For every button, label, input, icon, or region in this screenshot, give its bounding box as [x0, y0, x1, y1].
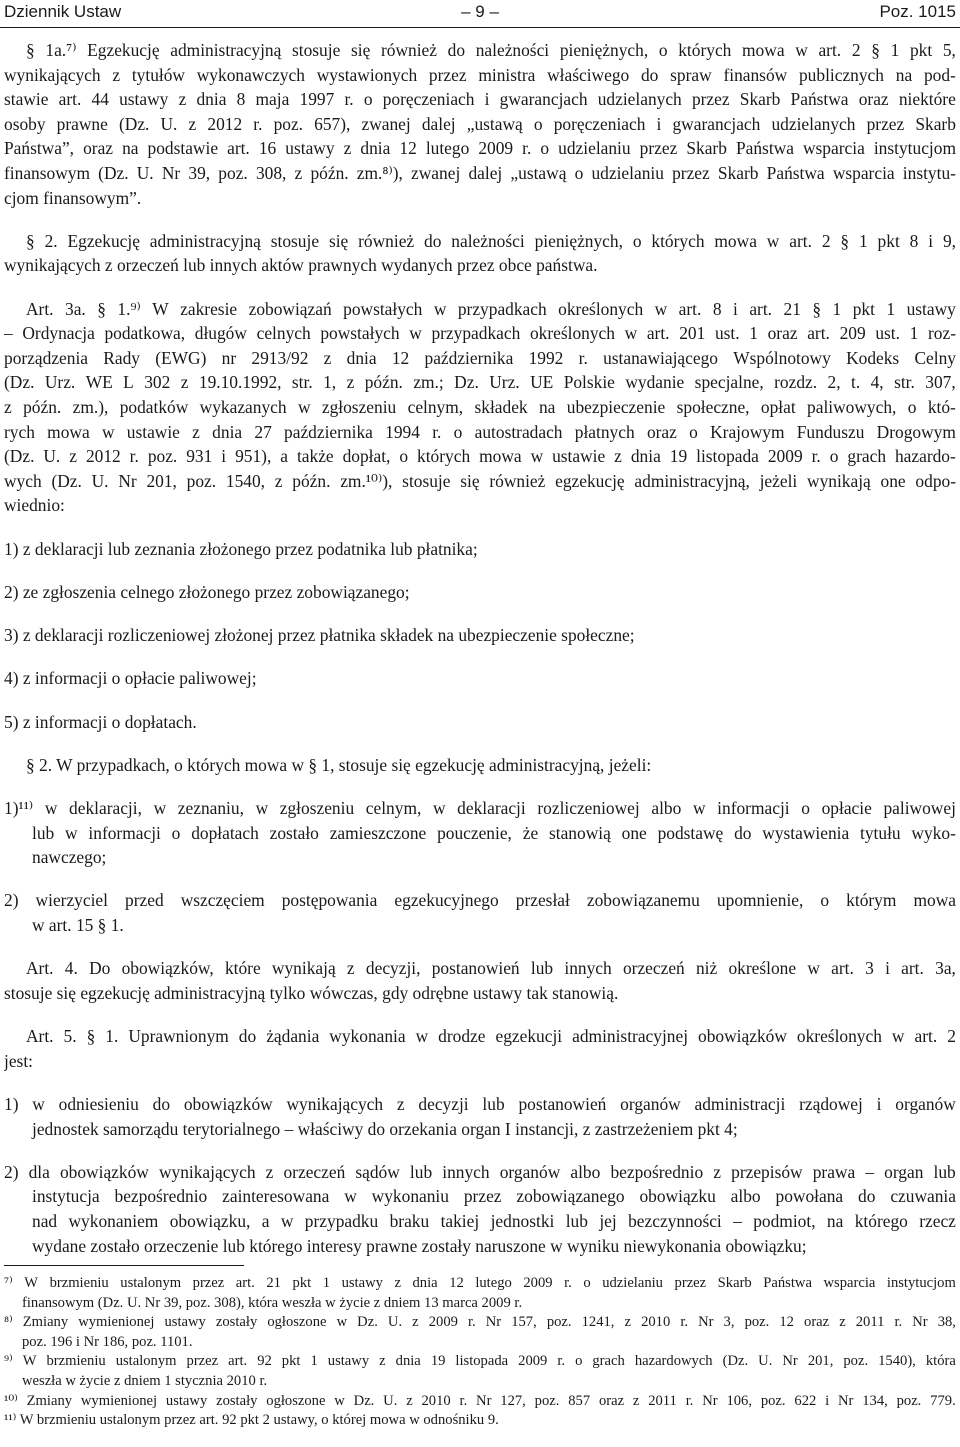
text-line: wiednio: — [4, 495, 65, 516]
footnote-line: ⁹⁾ W brzmieniu ustalonym przez art. 92 pkt 1 ustawy z dnia 19 listopada 2009 r. o grach hazardowych (Dz. U. Nr 201, poz. 1540), która — [4, 1353, 956, 1370]
paragraph-gap — [4, 777, 956, 796]
footnote-line: weszła w życie z dniem 1 stycznia 2010 r. — [22, 1372, 268, 1389]
footnotes — [4, 1274, 956, 1431]
document-body — [4, 38, 956, 1258]
paragraph-gap — [4, 938, 956, 957]
text-line: cjom finansowym”. — [4, 187, 142, 208]
paragraph-gap — [4, 1141, 956, 1160]
text-line: wydane zostało orzeczenie lub którego interesy prawne zostały naruszone w wyniku niewykonania obowiązku; — [32, 1235, 807, 1256]
paragraph-gap — [4, 648, 956, 667]
text-line: wynikających z tytułów wykonawczych wystawionych przez ministra właściwego do spraw finansów publicznych na pod- — [4, 64, 956, 85]
text-line: z późn. zm.), podatków wykazanych w zgłoszeniu celnym, składek na ubezpieczenie społeczne, opłat paliwowych, o któ- — [4, 397, 956, 417]
text-line: – Ordynacja podatkowa, długów celnych powstałych w przypadkach określonych w art. 201 ust. 1 oraz art. 209 ust. 1 roz- — [4, 323, 956, 344]
text-line: stawie art. 44 ustawy z dnia 8 maja 1997 r. o poręczeniach i gwarancjach udzielanych przez Skarb Państwa oraz niektóre — [4, 89, 956, 110]
text-line: (Dz. U. z 2012 r. poz. 931 i 951), a także dopłat, o których mowa w ustawie z dnia 19 listopada 2009 r. o grach hazardo- — [4, 446, 956, 467]
paragraph-gap — [4, 518, 956, 537]
paragraph-gap — [4, 210, 956, 229]
text-line: w art. 15 § 1. — [32, 915, 124, 936]
text-line: § 2. Egzekucję administracyjną stosuje się również do należności pieniężnych, o których mowa w art. 2 § 1 pkt 8 i 9, — [26, 230, 956, 251]
page-header — [0, 0, 960, 32]
text-line: instytucja bezpośrednio zainteresowana w wykonaniu przez zobowiązanego obowiązku albo powołana do czuwania — [32, 1186, 956, 1207]
text-line: osoby prawne (Dz. U. z 2012 r. poz. 657), zwanej dalej „ustawą o poręczeniach i gwarancjach udzielanych przez Skarb — [4, 113, 956, 134]
journal-title: Dziennik Ustaw — [4, 2, 122, 21]
text-line: stosuje się egzekucję administracyjną tylko wówczas, gdy odrębne ustawy tak stanowią. — [4, 982, 619, 1003]
paragraph-gap — [4, 604, 956, 623]
text-line: 1)¹¹⁾ w deklaracji, w zeznaniu, w zgłoszeniu celnym, w deklaracji rozliczeniowej albo w informacji o opłacie paliwowej — [4, 798, 956, 819]
paragraph-gap — [4, 1005, 956, 1024]
text-line: Art. 3a. § 1.⁹⁾ W zakresie zobowiązań powstałych w przypadkach określonych w art. 8 i art. 21 § 1 pkt 1 ustawy — [26, 298, 956, 319]
text-line: 1) z deklaracji lub zeznania złożonego przez podatnika lub płatnika; — [4, 538, 478, 559]
paragraph-gap — [4, 870, 956, 889]
text-line: 5) z informacji o dopłatach. — [4, 711, 197, 732]
paragraph-gap — [4, 278, 956, 297]
footnote-line: finansowym (Dz. U. Nr 39, poz. 308), która weszła w życie z dniem 13 marca 2009 r. — [22, 1294, 523, 1311]
header-rule — [0, 27, 960, 28]
text-line: wych (Dz. U. Nr 201, poz. 1540, z późn. zm.¹⁰⁾), stosuje się również egzekucję administracyjną, jeżeli wynikają one odpo- — [4, 470, 956, 491]
text-line: 2) dla obowiązków wynikających z orzeczeń sądów lub innych organów albo bezpośrednio z przepisów prawa – organ lub — [4, 1161, 956, 1182]
text-line: 2) ze zgłoszenia celnego złożonego przez zobowiązanego; — [4, 581, 410, 602]
text-line: (Dz. Urz. WE L 302 z 19.10.1992, str. 1, z późn. zm.; Dz. Urz. UE Polskie wydanie specjalne, rozdz. 2, t. 4, str. 307, — [4, 372, 956, 393]
paragraph-gap — [4, 734, 956, 753]
text-line: 4) z informacji o opłacie paliwowej; — [4, 668, 257, 689]
text-line: jednostek samorządu terytorialnego – właściwy do orzekania organ I instancji, z zastrzeżeniem pkt 4; — [32, 1118, 738, 1139]
page-number: – 9 – — [461, 2, 499, 21]
text-line: nawczego; — [32, 847, 107, 868]
text-line: jest: — [4, 1050, 33, 1071]
text-line: 1) w odniesieniu do obowiązków wynikających z decyzji lub postanowień organów administracji rządowej i organów — [4, 1093, 956, 1114]
position-number: Poz. 1015 — [879, 2, 956, 21]
text-line: finansowym (Dz. U. Nr 39, poz. 308, z późn. zm.⁸⁾), zwanej dalej „ustawą o udzielaniu przez Skarb Państwa wsparcia instytu- — [4, 162, 956, 183]
footnote-line: ⁸⁾ Zmiany wymienionej ustawy zostały ogłoszone w Dz. U. z 2009 r. Nr 157, poz. 1241, z 2010 r. Nr 3, poz. 12 oraz z 2011 r. Nr 38, — [4, 1314, 956, 1331]
footnote-line: ⁷⁾ W brzmieniu ustalonym przez art. 21 pkt 1 ustawy z dnia 12 lutego 2009 r. o udzielaniu przez Skarb Państwa wsparcia instytucjom — [4, 1275, 956, 1291]
footnote-separator — [4, 1265, 244, 1266]
paragraph-gap — [4, 691, 956, 710]
footnote-line: poz. 196 i Nr 186, poz. 1101. — [22, 1333, 193, 1350]
text-line: 3) z deklaracji rozliczeniowej złożonej przez płatnika składek na ubezpieczenie społeczne; — [4, 625, 635, 646]
text-line: 2) wierzyciel przed wszczęciem postępowania egzekucyjnego przesłał zobowiązanemu upomnienie, o którym mowa — [4, 890, 956, 911]
text-line: Art. 5. § 1. Uprawnionym do żądania wykonania w drodze egzekucji administracyjnej obowiązków określonych w art. 2 — [26, 1026, 956, 1047]
text-line: porządzenia Rady (EWG) nr 2913/92 z dnia 12 października 1992 r. ustanawiającego Wspólnotowy Kodeks Celny — [4, 347, 956, 368]
text-line: rych mowa w ustawie z dnia 27 października 1994 r. o autostradach płatnych oraz o Krajowym Funduszu Drogowym — [4, 421, 956, 442]
paragraph-gap — [4, 1073, 956, 1092]
paragraph-gap — [4, 561, 956, 580]
footnote-line: ¹⁰⁾ Zmiany wymienionej ustawy zostały ogłoszone w Dz. U. z 2010 r. Nr 127, poz. 857 oraz z 2011 r. Nr 106, poz. 622 i Nr 134, poz. 779. — [4, 1392, 956, 1409]
footnote-line: ¹¹⁾ W brzmieniu ustalonym przez art. 92 pkt 2 ustawy, o której mowa w odnośniku 9. — [4, 1412, 499, 1429]
text-line: § 1a.⁷⁾ Egzekucję administracyjną stosuje się również do należności pieniężnych, o których mowa w art. 2 § 1 pkt 5, — [26, 40, 956, 60]
text-line: § 2. W przypadkach, o których mowa w § 1, stosuje się egzekucję administracyjną, jeżeli: — [26, 754, 652, 775]
text-line: Art. 4. Do obowiązków, które wynikają z decyzji, postanowień lub innych orzeczeń niż określone w art. 3 i art. 3a, — [26, 958, 956, 979]
text-line: nad wykonaniem obowiązku, a w przypadku braku takiej jednostki lub jej bezczynności – podmiot, na którego rzecz — [32, 1210, 956, 1231]
text-line: lub w informacji o dopłatach zostało zamieszczone pouczenie, że stanowią one podstawę do wystawienia tytułu wyko- — [32, 822, 956, 843]
text-line: Państwa”, oraz na podstawie art. 16 ustawy z dnia 12 lutego 2009 r. o udzielaniu przez Skarb Państwa wsparcia instytucjom — [4, 138, 956, 159]
text-line: wynikających z orzeczeń lub innych aktów prawnych wydanych przez obce państwa. — [4, 255, 598, 276]
